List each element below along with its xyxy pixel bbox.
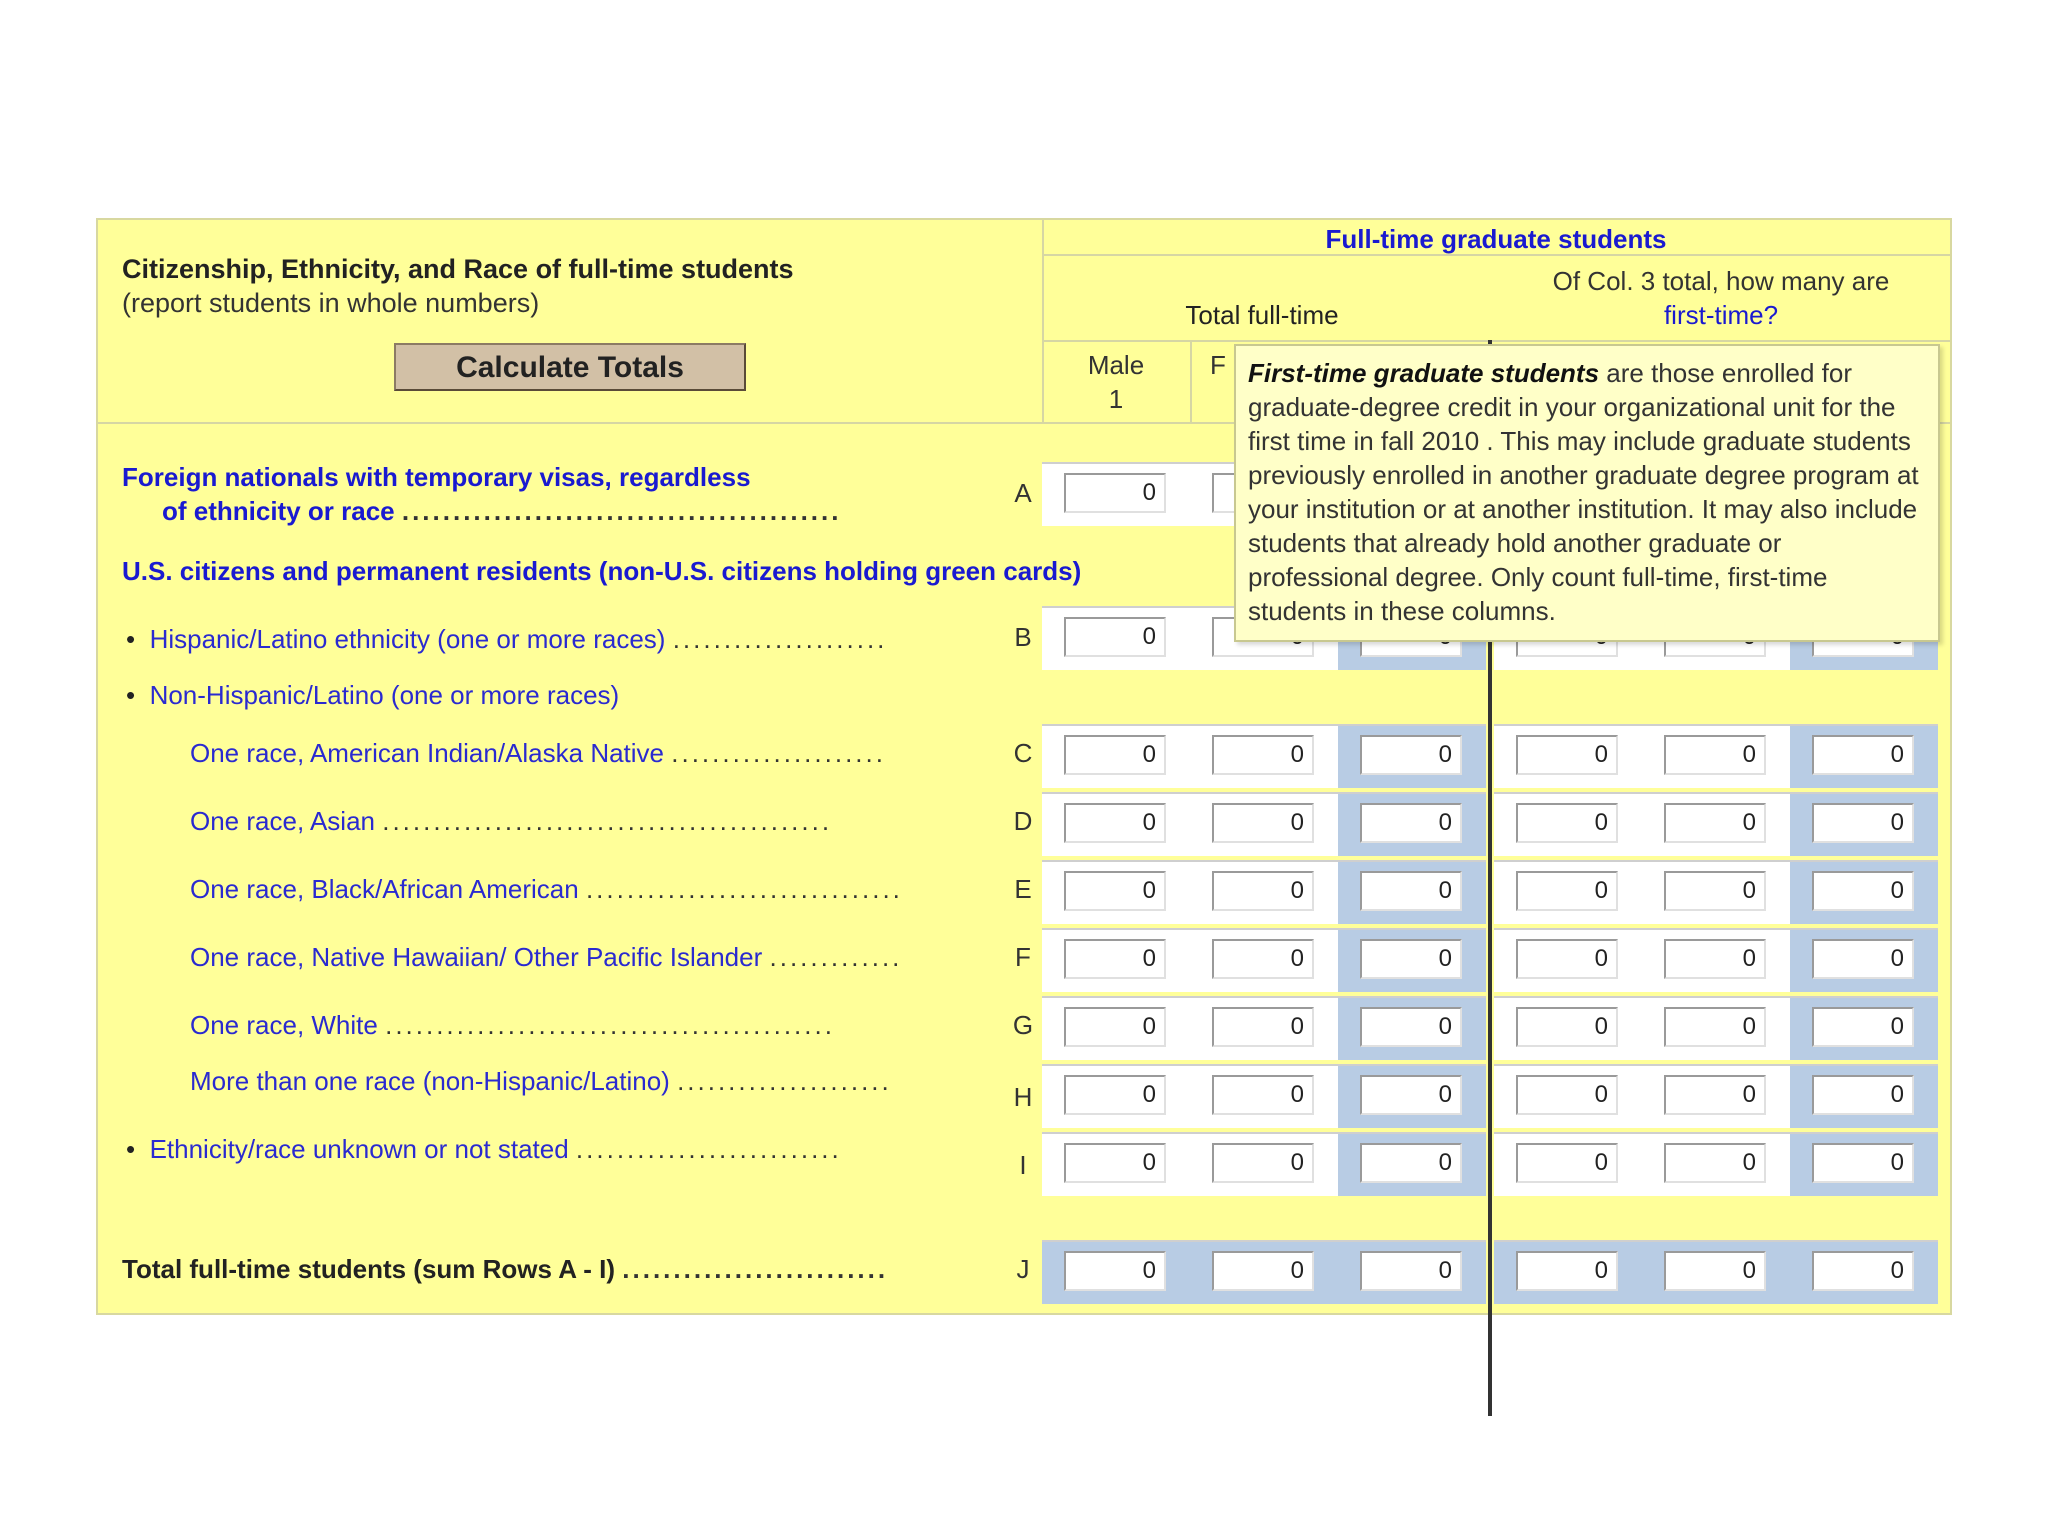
tooltip-text: are those enrolled for graduate-degree credit in your organizational unit for the first time in fall 2010 . This may include graduate students previously enrolled in another graduate degree program at your institution or at another institution. It may also include students that already hold another graduate or professional degree. Only count full-time, first-time students in these columns. — [1248, 358, 1919, 626]
cell-row-j-col-5 — [1642, 1240, 1790, 1304]
count-input-f-1[interactable] — [1064, 939, 1166, 979]
count-input-e-2[interactable] — [1212, 871, 1314, 911]
cell-row-d-col-6 — [1790, 792, 1938, 856]
cell-row-j-col-4 — [1494, 1240, 1642, 1304]
tooltip-term: First-time graduate students — [1248, 358, 1600, 388]
cell-row-e-col-2 — [1190, 860, 1338, 924]
count-input-h-3[interactable] — [1360, 1075, 1462, 1115]
cell-row-c-col-2 — [1190, 724, 1338, 788]
count-input-c-4[interactable] — [1516, 735, 1618, 775]
male-col-number: 1 — [1108, 384, 1124, 414]
calculate-totals-button[interactable]: Calculate Totals — [394, 343, 746, 391]
count-input-e-3[interactable] — [1360, 871, 1462, 911]
cell-row-e-col-1 — [1042, 860, 1190, 924]
count-input-g-6[interactable] — [1812, 1007, 1914, 1047]
count-input-j-4[interactable] — [1516, 1251, 1618, 1291]
cell-row-g-col-1 — [1042, 996, 1190, 1060]
count-input-h-1[interactable] — [1064, 1075, 1166, 1115]
row-letter-a: A — [1014, 478, 1032, 508]
cell-row-c-col-5 — [1642, 724, 1790, 788]
cell-row-d-col-2 — [1190, 792, 1338, 856]
cell-row-i-col-1 — [1042, 1132, 1190, 1196]
group-title: Full-time graduate students — [1325, 224, 1667, 254]
us-citizens-section-heading: U.S. citizens and permanent residents (non-U.S. citizens holding green cards) — [122, 556, 1082, 586]
count-input-i-1[interactable] — [1064, 1143, 1166, 1183]
row-letter-b: B — [1014, 622, 1032, 652]
cell-row-c-col-3 — [1338, 724, 1486, 788]
count-input-i-2[interactable] — [1212, 1143, 1314, 1183]
count-input-c-3[interactable] — [1360, 735, 1462, 775]
cell-row-j-col-6 — [1790, 1240, 1938, 1304]
cell-row-d-col-5 — [1642, 792, 1790, 856]
cell-row-e-col-3 — [1338, 860, 1486, 924]
cell-row-g-col-5 — [1642, 996, 1790, 1060]
cell-row-j-col-2 — [1190, 1240, 1338, 1304]
count-input-j-1[interactable] — [1064, 1251, 1166, 1291]
form-subtitle: (report students in whole numbers) — [122, 288, 540, 318]
row-letter-c: C — [1013, 738, 1033, 768]
cell-row-c-col-6 — [1790, 724, 1938, 788]
count-input-h-6[interactable] — [1812, 1075, 1914, 1115]
row-letter-d: D — [1013, 806, 1033, 836]
form-title: Citizenship, Ethnicity, and Race of full-time students — [122, 254, 794, 284]
count-input-e-1[interactable] — [1064, 871, 1166, 911]
non-hispanic-heading: • Non-Hispanic/Latino (one or more races) — [126, 680, 620, 710]
cell-row-i-col-3 — [1338, 1132, 1486, 1196]
cell-row-h-col-6 — [1790, 1064, 1938, 1128]
cell-row-i-col-5 — [1642, 1132, 1790, 1196]
row-j-label: Total full-time students (sum Rows A - I) .......................... — [122, 1254, 889, 1284]
row-f-label: One race, Native Hawaiian/ Other Pacific Islander ............. — [190, 942, 903, 972]
count-input-g-1[interactable] — [1064, 1007, 1166, 1047]
count-input-d-3[interactable] — [1360, 803, 1462, 843]
cell-row-f-col-4 — [1494, 928, 1642, 992]
count-input-g-5[interactable] — [1664, 1007, 1766, 1047]
row-h-label: More than one race (non-Hispanic/Latino) ..................... — [190, 1066, 892, 1096]
count-input-f-6[interactable] — [1812, 939, 1914, 979]
row-a-label-line2: of ethnicity or race ........................................... — [162, 496, 842, 526]
count-input-i-5[interactable] — [1664, 1143, 1766, 1183]
cell-row-e-col-6 — [1790, 860, 1938, 924]
cell-row-f-col-6 — [1790, 928, 1938, 992]
row-letter-f: F — [1015, 942, 1031, 972]
count-input-e-4[interactable] — [1516, 871, 1618, 911]
count-input-d-5[interactable] — [1664, 803, 1766, 843]
cell-row-g-col-4 — [1494, 996, 1642, 1060]
cell-row-h-col-5 — [1642, 1064, 1790, 1128]
column-group-separator — [1488, 606, 1492, 1416]
row-letter-h: H — [1013, 1082, 1033, 1112]
count-input-j-3[interactable] — [1360, 1251, 1462, 1291]
cell-row-h-col-3 — [1338, 1064, 1486, 1128]
count-input-h-4[interactable] — [1516, 1075, 1618, 1115]
row-a-label-line1: Foreign nationals with temporary visas, regardless — [122, 462, 751, 492]
row-d-label: One race, Asian ............................................ — [190, 806, 833, 836]
row-g-label: One race, White ............................................ — [190, 1010, 835, 1040]
count-input-g-2[interactable] — [1212, 1007, 1314, 1047]
count-input-c-6[interactable] — [1812, 735, 1914, 775]
count-input-i-3[interactable] — [1360, 1143, 1462, 1183]
cell-row-f-col-2 — [1190, 928, 1338, 992]
total-fulltime-header: Total full-time — [1185, 300, 1339, 330]
cell-row-d-col-4 — [1494, 792, 1642, 856]
row-letter-g: G — [1012, 1010, 1034, 1040]
count-input-d-4[interactable] — [1516, 803, 1618, 843]
row-b-label: • Hispanic/Latino ethnicity (one or more races) ..................... — [126, 624, 888, 654]
cell-row-d-col-1 — [1042, 792, 1190, 856]
female-col-header: F — [1210, 350, 1226, 380]
subheader-divider — [1042, 340, 1950, 342]
row-i-label: • Ethnicity/race unknown or not stated .......................... — [126, 1134, 842, 1164]
cell-row-e-col-5 — [1642, 860, 1790, 924]
cell-row-b-col-1 — [1042, 606, 1190, 670]
male-col-divider — [1190, 340, 1192, 422]
row-e-label: One race, Black/African American ............................... — [190, 874, 903, 904]
cell-row-h-col-2 — [1190, 1064, 1338, 1128]
cell-row-h-col-1 — [1042, 1064, 1190, 1128]
count-input-h-5[interactable] — [1664, 1075, 1766, 1115]
cell-row-f-col-3 — [1338, 928, 1486, 992]
cell-row-g-col-6 — [1790, 996, 1938, 1060]
count-input-f-3[interactable] — [1360, 939, 1462, 979]
count-input-d-6[interactable] — [1812, 803, 1914, 843]
cell-row-i-col-6 — [1790, 1132, 1938, 1196]
count-input-i-6[interactable] — [1812, 1143, 1914, 1183]
count-input-e-5[interactable] — [1664, 871, 1766, 911]
row-letter-i: I — [1019, 1150, 1027, 1180]
cell-row-a-col-1 — [1042, 462, 1190, 526]
male-col-header: Male — [1087, 350, 1145, 380]
count-input-c-2[interactable] — [1212, 735, 1314, 775]
count-input-h-2[interactable] — [1212, 1075, 1314, 1115]
count-input-j-5[interactable] — [1664, 1251, 1766, 1291]
first-time-tooltip — [1234, 344, 1940, 642]
cell-row-c-col-4 — [1494, 724, 1642, 788]
count-input-d-1[interactable] — [1064, 803, 1166, 843]
cell-row-g-col-2 — [1190, 996, 1338, 1060]
count-input-d-2[interactable] — [1212, 803, 1314, 843]
count-input-c-5[interactable] — [1664, 735, 1766, 775]
cell-row-j-col-3 — [1338, 1240, 1486, 1304]
count-input-e-6[interactable] — [1812, 871, 1914, 911]
cell-row-h-col-4 — [1494, 1064, 1642, 1128]
cell-row-d-col-3 — [1338, 792, 1486, 856]
cell-row-f-col-1 — [1042, 928, 1190, 992]
row-letter-j: J — [1016, 1254, 1030, 1284]
first-time-header-link[interactable]: first-time? — [1663, 300, 1779, 330]
cell-row-i-col-4 — [1494, 1132, 1642, 1196]
cell-row-e-col-4 — [1494, 860, 1642, 924]
row-c-label: One race, American Indian/Alaska Native ..................... — [190, 738, 886, 768]
first-time-header-line1: Of Col. 3 total, how many are — [1552, 266, 1890, 296]
count-input-b-1[interactable] — [1064, 617, 1166, 657]
cell-row-g-col-3 — [1338, 996, 1486, 1060]
row-letter-e: E — [1014, 874, 1032, 904]
count-input-g-3[interactable] — [1360, 1007, 1462, 1047]
count-input-g-4[interactable] — [1516, 1007, 1618, 1047]
count-input-c-1[interactable] — [1064, 735, 1166, 775]
count-input-f-4[interactable] — [1516, 939, 1618, 979]
count-input-j-2[interactable] — [1212, 1251, 1314, 1291]
cell-row-c-col-1 — [1042, 724, 1190, 788]
count-input-f-2[interactable] — [1212, 939, 1314, 979]
count-input-j-6[interactable] — [1812, 1251, 1914, 1291]
cell-row-i-col-2 — [1190, 1132, 1338, 1196]
count-input-a-1[interactable] — [1064, 473, 1166, 513]
cell-row-f-col-5 — [1642, 928, 1790, 992]
count-input-f-5[interactable] — [1664, 939, 1766, 979]
cell-row-j-col-1 — [1042, 1240, 1190, 1304]
count-input-i-4[interactable] — [1516, 1143, 1618, 1183]
